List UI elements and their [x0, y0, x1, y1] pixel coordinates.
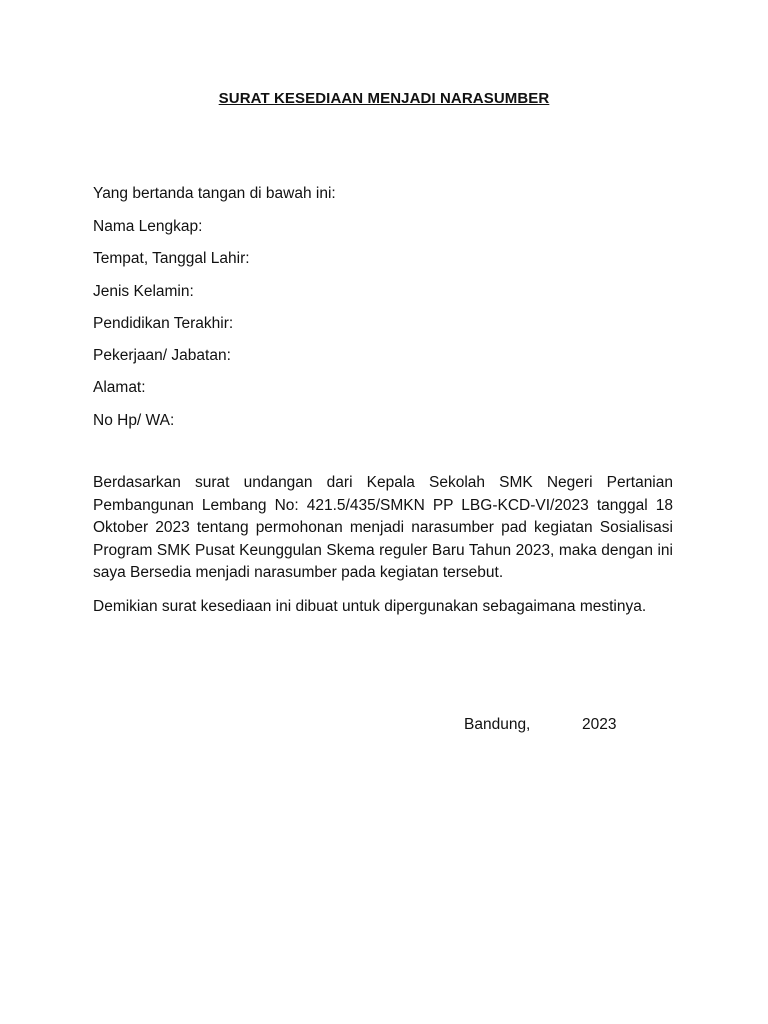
identity-field-list: [93, 218, 250, 444]
letter-title: SURAT KESEDIAAN MENJADI NARASUMBER: [218, 90, 550, 107]
field-full-name: Nama Lengkap:: [93, 218, 203, 235]
field-gender: Jenis Kelamin:: [93, 282, 194, 300]
body-paragraph: Berdasarkan surat undangan dari Kepala Sekolah SMK Negeri Pertanian Pembangunan Lembang No: 421.5/435/SMKN PP LBG-KCD-VI/2023 tanggal 18 Oktober 2023 tentang permohonan menjadi narasumber pad kegiatan Sosialisasi Program SMK Pusat Keunggulan Skema reguler Baru Tahun 2023, maka dengan ini saya Bersedia menjadi narasumber pada kegiatan tersebut.: [93, 474, 673, 582]
field-last-education: Pendidikan Terakhir:: [93, 314, 234, 332]
place-city: Bandung,: [464, 716, 531, 733]
field-address: Alamat:: [93, 379, 146, 397]
intro-text: Yang bertanda tangan di bawah ini:: [93, 185, 336, 202]
place-year: 2023: [582, 716, 617, 733]
field-birth-place-date: Tempat, Tanggal Lahir:: [93, 250, 250, 268]
field-phone: No Hp/ WA:: [93, 411, 175, 429]
field-occupation: Pekerjaan/ Jabatan:: [93, 347, 231, 365]
closing-paragraph: Demikian surat kesediaan ini dibuat untuk dipergunakan sebagaimana mestinya.: [93, 598, 647, 615]
